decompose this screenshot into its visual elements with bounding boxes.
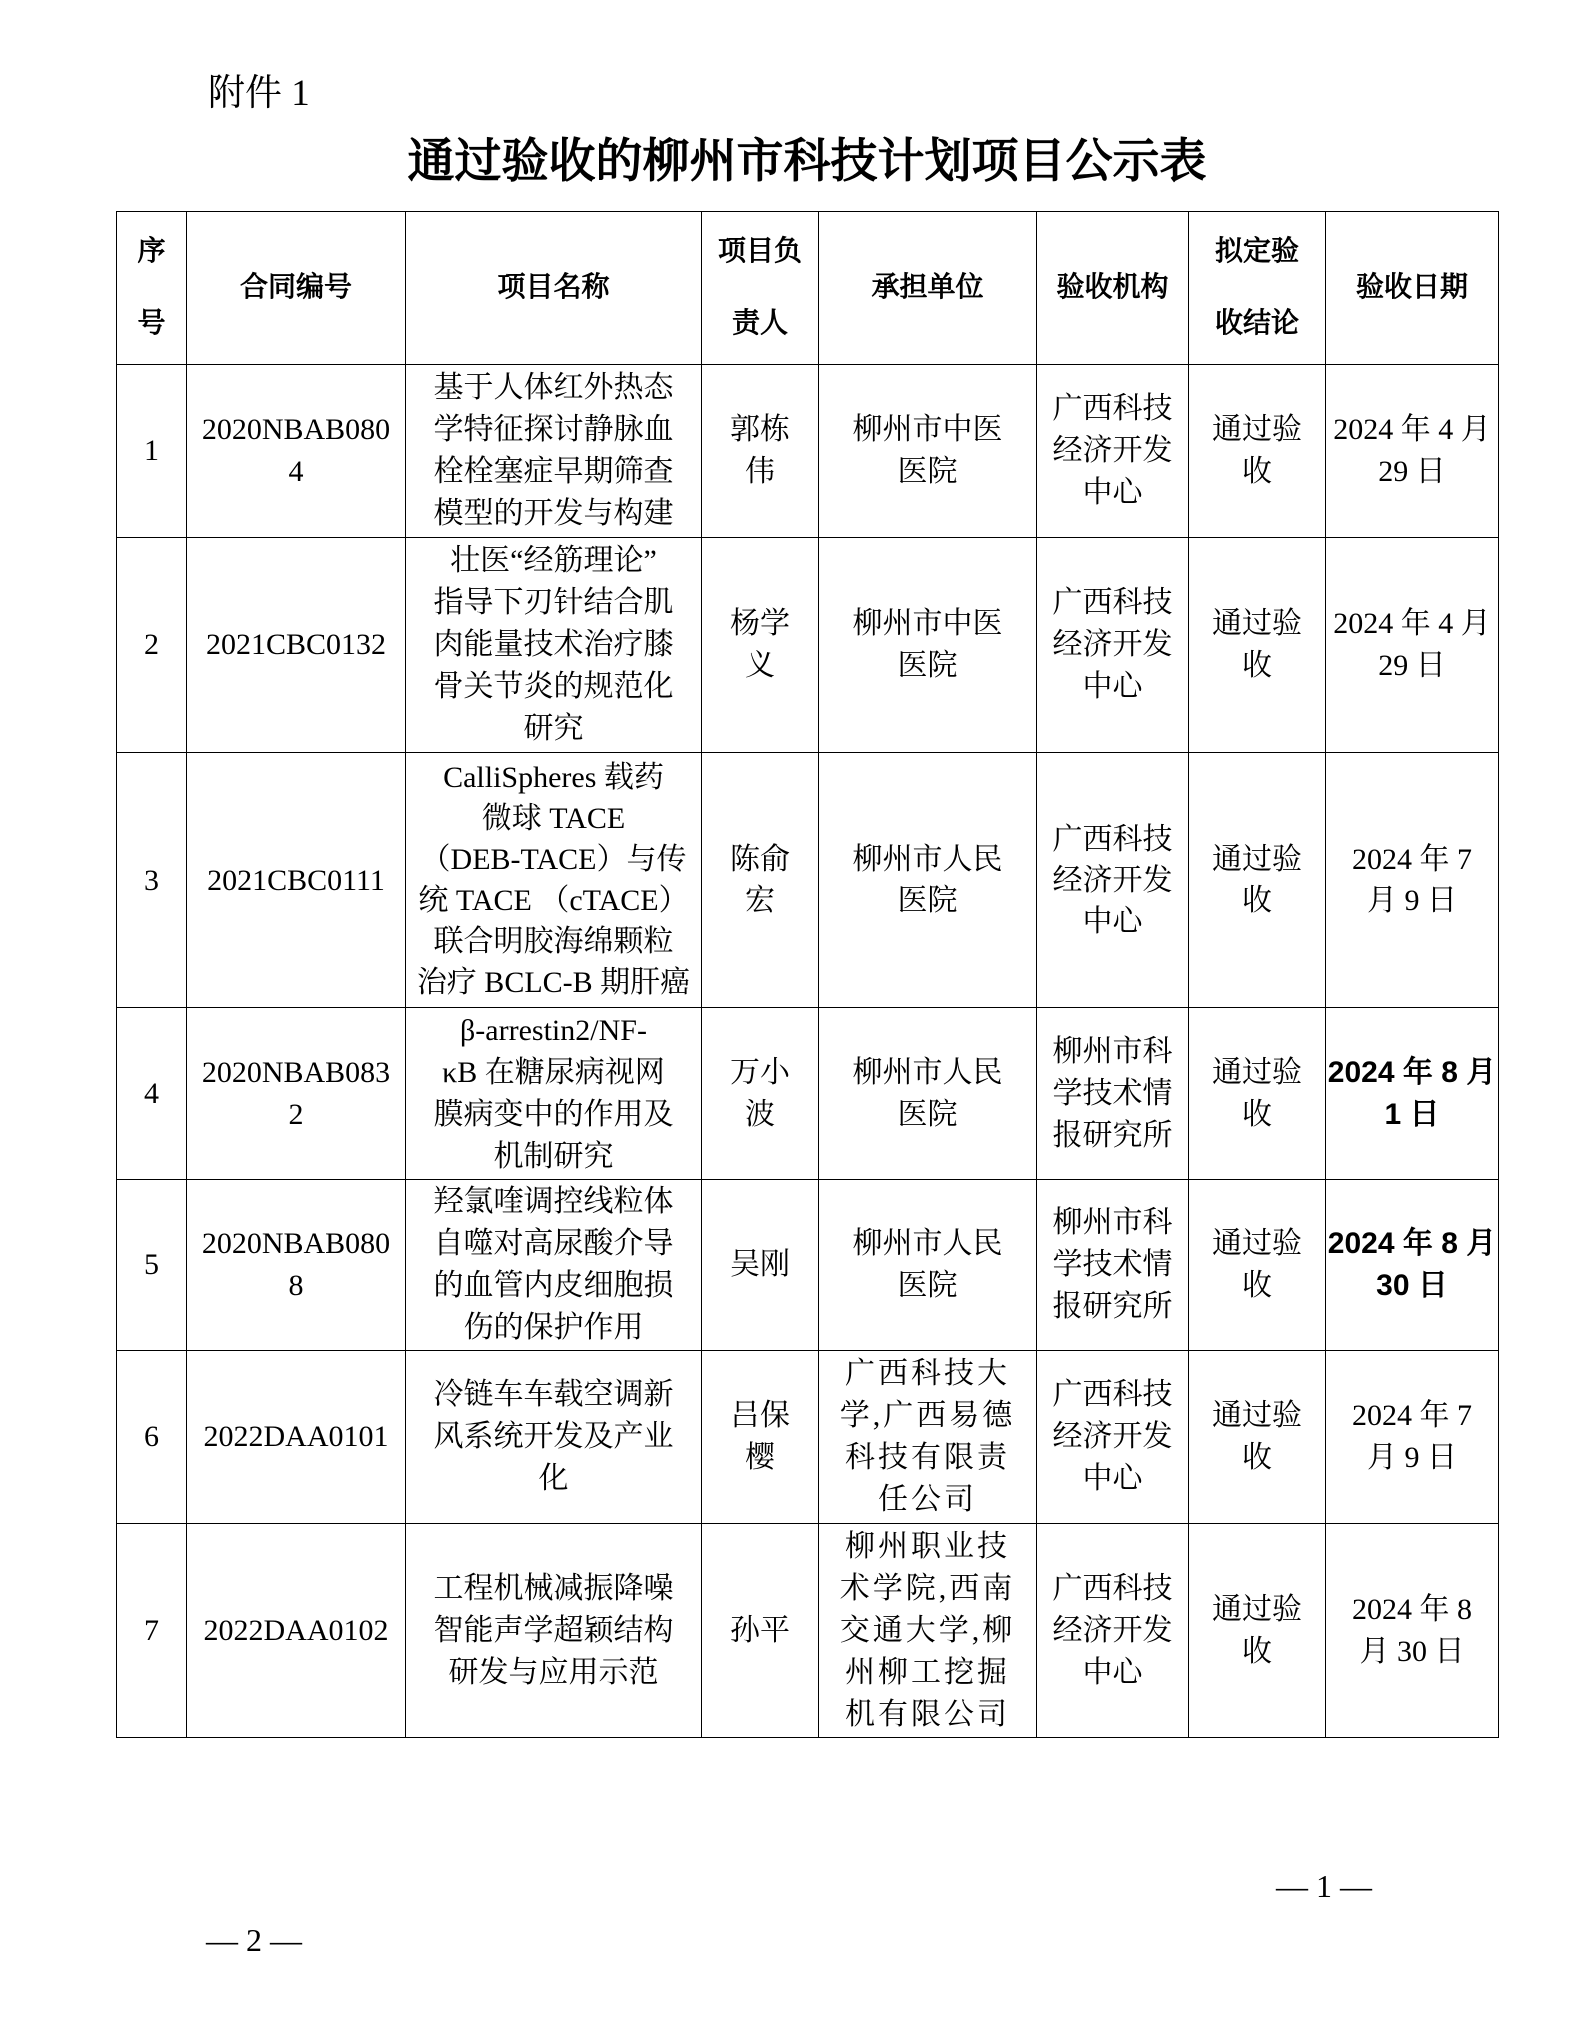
header-line: 验收日期 [1355,272,1468,303]
cell-line: 2024 年 4 月 [1333,607,1491,640]
cell-contract-number [187,365,406,538]
cell-line: 经济开发 [1052,628,1173,661]
cell-line: 收 [1242,1269,1272,1302]
cell-line: 广西科技 [1052,586,1173,619]
cell-index [117,1351,187,1524]
cell-project-leader [702,365,819,538]
table-row [117,365,1499,538]
cell-line: 2024 年 4 月 [1333,413,1491,446]
cell-line: 经济开发 [1052,1613,1173,1647]
cell-project-leader [702,753,819,1008]
cell-line: 壮医“经筋理论” [450,544,657,577]
cell-line: 机有限公司 [845,1697,1010,1731]
header-acceptance-date [1326,212,1499,365]
cell-line: 吴刚 [730,1248,790,1281]
cell-line: 智能声学超颖结构 [433,1613,674,1647]
cell-line: 柳州市人民 [852,1227,1003,1260]
project-table [116,211,1499,1738]
cell-line: 收 [1242,1441,1272,1474]
page-number-right: — 1 — [1276,1868,1372,1904]
table-row [117,538,1499,753]
cell-line: 医院 [897,1269,958,1302]
cell-line: 通过验 [1212,843,1302,876]
cell-line: 2021CBC0111 [207,863,385,897]
cell-line: 风系统开发及产业 [433,1420,674,1453]
cell-line: 2024 年 7 [1352,843,1472,876]
header-undertaking-unit [819,212,1037,365]
table-row [117,1180,1499,1351]
cell-line: 1 [144,434,159,467]
cell-line: 交通大学,柳 [839,1613,1016,1647]
cell-project-leader [702,1008,819,1180]
cell-acceptance-agency [1037,365,1189,538]
cell-line: 广西科技 [1052,1378,1173,1411]
cell-line: 医院 [897,455,958,488]
table-header [117,212,1499,365]
cell-line: 模型的开发与构建 [433,497,674,530]
cell-acceptance-date [1326,1180,1499,1351]
cell-line: 通过验 [1212,1055,1302,1089]
cell-undertaking-unit [819,1351,1037,1524]
cell-line: 学,广西易德 [839,1399,1016,1432]
cell-line: 研发与应用示范 [448,1655,659,1689]
cell-line: 学技术情 [1052,1076,1173,1110]
cell-project-leader [702,1180,819,1351]
cell-project-name [406,1351,702,1524]
cell-line: 中心 [1082,670,1143,703]
header-line: 责人 [731,308,788,339]
cell-line: 广西科技 [1052,1571,1173,1605]
cell-acceptance-date [1326,365,1499,538]
header-line: 合同编号 [239,272,352,303]
header-project-leader [702,212,819,365]
cell-contract-number [187,753,406,1008]
cell-line: 2024 年 8 月 [1327,1227,1497,1260]
cell-line: 月 9 日 [1367,1441,1457,1474]
cell-line: 30 日 [1376,1269,1448,1302]
cell-acceptance-date [1326,1351,1499,1524]
cell-line: 机制研究 [493,1139,614,1173]
cell-index [117,1524,187,1738]
cell-line: 微球 TACE [481,802,626,835]
cell-line: 6 [144,1420,159,1453]
cell-contract-number [187,1524,406,1738]
cell-line: （DEB-TACE）与传 [420,843,687,876]
cell-line: 2022DAA0101 [203,1420,389,1453]
cell-index [117,365,187,538]
cell-acceptance-agency [1037,1524,1189,1738]
cell-line: 收 [1242,1634,1272,1668]
cell-line: 吕保 [730,1399,790,1432]
cell-line: 研究 [523,712,584,745]
page-number-left: — 2 — [206,1922,302,1958]
cell-line: 29 日 [1378,455,1446,488]
cell-undertaking-unit [819,538,1037,753]
cell-line: 骨关节炎的规范化 [433,670,674,703]
header-proposed-conclusion [1189,212,1326,365]
cell-line: 州柳工挖掘 [845,1655,1010,1689]
cell-line: 柳州职业技 [845,1529,1010,1563]
header-project-name [406,212,702,365]
cell-proposed-conclusion [1189,365,1326,538]
cell-index [117,1180,187,1351]
cell-line: 柳州市科 [1052,1034,1173,1068]
cell-line: 经济开发 [1052,434,1173,467]
cell-line: 中心 [1082,904,1143,938]
cell-line: 通过验 [1212,1592,1302,1626]
cell-line: 万小 [730,1055,790,1089]
cell-line: 任公司 [878,1483,977,1516]
cell-line: 广西科技大 [845,1357,1010,1390]
cell-line: 8 [288,1269,304,1302]
cell-line: 广西科技 [1052,822,1173,856]
cell-line: 月 9 日 [1367,884,1457,917]
cell-undertaking-unit [819,753,1037,1008]
cell-line: 指导下刃针结合肌 [433,586,674,619]
cell-line: 收 [1242,1097,1272,1131]
cell-acceptance-date [1326,753,1499,1008]
cell-line: 自噬对高尿酸介导 [433,1227,674,1260]
cell-project-name [406,1180,702,1351]
cell-line: 月 30 日 [1359,1634,1465,1668]
cell-line: 孙平 [730,1613,790,1647]
cell-proposed-conclusion [1189,753,1326,1008]
cell-line: 柳州市人民 [852,1055,1003,1089]
cell-index [117,753,187,1008]
cell-project-name [406,1524,702,1738]
cell-line: 柳州市科 [1052,1206,1173,1239]
cell-line: 医院 [897,884,958,917]
cell-line: β-arrestin2/NF- [460,1013,647,1047]
cell-line: 1 日 [1384,1097,1440,1131]
cell-line: 4 [144,1076,159,1110]
cell-line: 2024 年 7 [1352,1399,1472,1432]
table-row [117,753,1499,1008]
cell-line: 2024 年 8 月 [1327,1055,1497,1089]
header-line: 验收机构 [1056,272,1169,303]
cell-line: 工程机械减振降噪 [433,1571,674,1605]
cell-line: 医院 [897,649,958,682]
cell-line: 报研究所 [1052,1290,1173,1323]
cell-line: 羟氯喹调控线粒体 [433,1185,674,1218]
cell-acceptance-agency [1037,538,1189,753]
cell-line: 宏 [745,884,775,917]
cell-line: κB 在糖尿病视网 [442,1055,665,1089]
cell-line: 栓栓塞症早期筛查 [433,455,674,488]
cell-line: 29 日 [1378,649,1446,682]
cell-line: 的血管内皮细胞损 [433,1269,674,1302]
cell-acceptance-agency [1037,753,1189,1008]
cell-acceptance-date [1326,1524,1499,1738]
cell-line: 2022DAA0102 [203,1613,389,1647]
cell-line: 郭栋 [730,413,790,446]
table-body [117,365,1499,1738]
cell-line: 中心 [1082,1462,1143,1495]
cell-line: 中心 [1082,1655,1143,1689]
cell-line: 广西科技 [1052,392,1173,425]
cell-project-name [406,538,702,753]
header-acceptance-agency [1037,212,1189,365]
cell-line: 通过验 [1212,607,1302,640]
table-row [117,1351,1499,1524]
cell-line: 2024 年 8 [1352,1592,1472,1626]
header-contract-number [187,212,406,365]
cell-contract-number [187,1351,406,1524]
header-line: 项目负 [717,236,802,267]
cell-undertaking-unit [819,365,1037,538]
cell-line: 治疗 BCLC-B 期肝癌 [416,966,691,999]
cell-line: 联合明胶海绵颗粒 [433,925,674,958]
cell-line: 经济开发 [1052,1420,1173,1453]
cell-line: 通过验 [1212,413,1302,446]
cell-line: 学技术情 [1052,1248,1173,1281]
header-line: 项目名称 [497,272,610,303]
cell-project-name [406,365,702,538]
cell-line: 柳州市中医 [852,413,1003,446]
cell-line: 科技有限责 [845,1441,1010,1474]
cell-line: 义 [745,649,775,682]
cell-contract-number [187,1008,406,1180]
cell-undertaking-unit [819,1180,1037,1351]
cell-line: 化 [538,1462,569,1495]
cell-index [117,538,187,753]
cell-line: 3 [144,863,159,897]
cell-line: 收 [1242,455,1272,488]
cell-project-name [406,753,702,1008]
cell-line: 5 [144,1248,159,1281]
header-line: 收结论 [1214,308,1299,339]
table-row [117,1524,1499,1738]
header-line: 序 [137,236,166,267]
cell-line: 报研究所 [1052,1118,1173,1152]
cell-project-name [406,1008,702,1180]
cell-undertaking-unit [819,1008,1037,1180]
cell-line: 经济开发 [1052,863,1173,897]
header-index [117,212,187,365]
cell-line: 通过验 [1212,1399,1302,1432]
cell-proposed-conclusion [1189,1008,1326,1180]
cell-line: 柳州市人民 [852,843,1003,876]
cell-line: CalliSpheres 载药 [443,761,664,794]
cell-proposed-conclusion [1189,1524,1326,1738]
attachment-label: 附件 1 [208,73,310,114]
cell-line: 2021CBC0132 [205,628,387,661]
cell-line: 术学院,西南 [839,1571,1016,1605]
cell-line: 杨学 [730,607,790,640]
cell-project-leader [702,1524,819,1738]
cell-line: 膜病变中的作用及 [433,1097,674,1131]
cell-project-leader [702,1351,819,1524]
table-row [117,1008,1499,1180]
cell-acceptance-agency [1037,1351,1189,1524]
cell-acceptance-date [1326,1008,1499,1180]
cell-line: 冷链车车载空调新 [433,1378,674,1411]
cell-line: 基于人体红外热态 [433,371,674,404]
cell-line: 樱 [745,1441,775,1474]
cell-line: 4 [288,455,304,488]
cell-line: 波 [745,1097,775,1131]
cell-line: 2 [144,628,159,661]
cell-line: 7 [144,1613,159,1647]
cell-acceptance-agency [1037,1180,1189,1351]
table-header-row [117,212,1499,365]
cell-proposed-conclusion [1189,1180,1326,1351]
cell-line: 学特征探讨静脉血 [433,413,674,446]
cell-contract-number [187,1180,406,1351]
cell-index [117,1008,187,1180]
cell-proposed-conclusion [1189,538,1326,753]
cell-acceptance-date [1326,538,1499,753]
cell-line: 柳州市中医 [852,607,1003,640]
header-line: 拟定验 [1214,236,1299,267]
cell-line: 2020NBAB083 [201,1055,391,1089]
cell-line: 统 TACE （cTACE） [418,884,689,917]
cell-contract-number [187,538,406,753]
cell-proposed-conclusion [1189,1351,1326,1524]
cell-line: 2020NBAB080 [201,1227,391,1260]
cell-line: 陈俞 [730,843,790,876]
cell-line: 肉能量技术治疗膝 [433,628,674,661]
cell-acceptance-agency [1037,1008,1189,1180]
cell-line: 中心 [1082,476,1143,509]
cell-line: 伟 [745,455,775,488]
cell-line: 收 [1242,649,1272,682]
cell-project-leader [702,538,819,753]
cell-line: 通过验 [1212,1227,1302,1260]
header-line: 号 [137,308,166,339]
cell-undertaking-unit [819,1524,1037,1738]
cell-line: 2 [288,1097,304,1131]
page-title: 通过验收的柳州市科技计划项目公示表 [407,136,1207,188]
cell-line: 收 [1242,884,1272,917]
cell-line: 伤的保护作用 [463,1311,644,1344]
cell-line: 2020NBAB080 [201,413,391,446]
header-line: 承担单位 [871,272,984,303]
cell-line: 医院 [897,1097,958,1131]
